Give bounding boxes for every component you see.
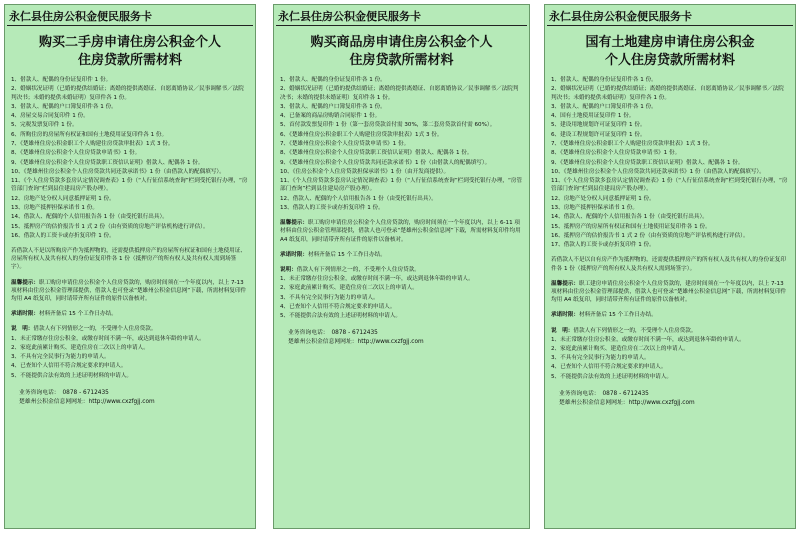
contact-website: 楚雄州公积金信息网网址：http://www.cxzfgjj.com bbox=[288, 339, 424, 346]
note-text: 4、已查知个人信用不符合规定要求的申请人。 bbox=[11, 363, 127, 370]
requirement-item: 10、《住房公积金个人住房贷款担保承诺书》1 份（由开发商提供）。 bbox=[280, 168, 450, 175]
requirement-item: 10、《楚雄州住房公积金个人住房贷款共同还款承诺书》1 份（由借款人的配偶填写）。 bbox=[11, 168, 225, 175]
note-text: 2、家庭此前累计购买、建造住房在二次以上的申请人。 bbox=[11, 344, 149, 351]
requirements-list bbox=[11, 76, 249, 240]
card-title bbox=[9, 34, 251, 70]
service-card-commercial bbox=[273, 4, 530, 529]
requirement-item: 7、《楚雄州住房公积金个人住房贷款申请书》1 份。 bbox=[280, 140, 410, 147]
contact-phone: 业务咨询电话： 0878 - 6712435 bbox=[19, 389, 109, 396]
note-text: 材料齐备后 15 个工作日办结。 bbox=[307, 251, 386, 258]
note-paragraph bbox=[551, 373, 789, 381]
note-text: 职工建房申请住房公积金个人住房贷款的，建房时间须在一个年度以内，以上 7-13 项材料由住房公积金管理部提供，借款人也可登录“楚雄州公积金信息网”下载，所需材料复印件均用 A4 纸复印，同时请带齐所有证件的原件以备核对。 bbox=[551, 280, 787, 304]
header-divider bbox=[7, 25, 253, 26]
note-text: 若借款人不是以所购房产作为抵押物的，还需提供抵押房产的房屋所有权证和国有土地使用证、房屋所有权人及共有权人的身份证复印件各 1 份（抵押房产的所有权人及共有权人需到场签字）。 bbox=[11, 248, 246, 271]
note-text: 借款人有下列情形之一的，不受理个人住房贷款。 bbox=[33, 326, 157, 333]
note-paragraph bbox=[11, 279, 249, 304]
notes-section bbox=[274, 219, 529, 320]
note-label: 说 明： bbox=[11, 326, 34, 333]
contact-website: 楚雄州公积金信息网网址：http://www.cxzfgjj.com bbox=[19, 398, 155, 405]
requirement-item: 14、借款人、配偶的个人信用报告各 1 份（由受托银行出具）。 bbox=[551, 214, 708, 221]
card-title bbox=[549, 34, 791, 70]
note-label: 温馨提示： bbox=[11, 279, 39, 286]
card-title-line-1: 国有土地建房申请住房公积金 bbox=[585, 35, 755, 50]
card-title-line-1: 购买商品房申请住房公积金个人 bbox=[310, 35, 493, 50]
note-text: 借款人有下列情形之一的，不受理个人住房贷款。 bbox=[573, 327, 697, 334]
notes-section bbox=[5, 247, 255, 380]
requirement-item: 7、《楚雄州住房公积金职工个人购建住房贷款审批表》1式 3 份。 bbox=[551, 140, 714, 147]
requirement-item: 11、《个人住房贷款多套房认定情况调查表》1 份（“人行征信系统查询”栏到受托银行办理，“房管部门查询”栏到县住建局房产股办理）。 bbox=[11, 178, 248, 193]
requirement-item: 1、借款人、配偶的身份证复印件 1 份。 bbox=[11, 77, 112, 83]
requirement-item: 6、《楚雄州住房公积金职工个人购建住房贷款审批表》1式 3 份。 bbox=[280, 131, 443, 138]
requirement-item: 2、婚姻状况证明（已婚的提供结婚证；离婚的提供离婚证、自愿离婚协议／民事调解书／法院判决书；未婚的提供未婚证明）复印件各 1 份。 bbox=[551, 86, 784, 101]
contact-info bbox=[288, 329, 523, 347]
requirement-item: 15、抵押房产的估价报告书 1 式 2 份（由有资质的房地产评估机构进行评估）。 bbox=[11, 223, 209, 230]
requirement-item: 7、《楚雄州住房公积金职工个人购建住房贷款审批表》1式 3 份。 bbox=[11, 140, 174, 147]
requirement-item: 8、《楚雄州住房公积金个人住房贷款申请书》1 份。 bbox=[551, 150, 681, 157]
requirements-list bbox=[280, 76, 523, 212]
card-title-line-1: 购买二手房申请住房公积金个人 bbox=[38, 35, 221, 50]
requirement-item: 13、房地产抵押担保承诺书 1 份。 bbox=[11, 204, 98, 211]
contact-website: 楚雄州公积金信息网网址：http://www.cxzfgjj.com bbox=[559, 399, 695, 406]
service-card-land-build bbox=[544, 4, 796, 529]
requirement-item: 9、《楚雄州住房公积金个人住房贷款共同还款承诺书》1 份（由借款人的配偶填写）。 bbox=[280, 159, 491, 166]
requirement-item: 1、借款人、配偶的身份证复印件各 1 份。 bbox=[280, 77, 386, 83]
requirement-item: 12、借款人、配偶的个人信用报告各 1 份（由受托银行出具）。 bbox=[280, 195, 437, 202]
note-paragraph bbox=[551, 280, 789, 305]
card-header: 永仁县住房公积金便民服务卡 bbox=[549, 10, 692, 23]
requirement-item: 11、《个人住房贷款多套房认定情况调查表》1 份（“人行征信系统查询”栏到受托银行办理，“房管部门查询”栏到县住建局房产股办理）。 bbox=[280, 178, 523, 193]
requirement-item: 5、首付款发票复印件 1 份（第一套房贷款首付需 30%，第二套房贷款首付需 60%）。 bbox=[280, 122, 496, 129]
note-text: 5、不能提供合法有效的上述证明材料的申请人。 bbox=[280, 313, 402, 319]
card-header: 永仁县住房公积金便民服务卡 bbox=[9, 10, 152, 23]
requirement-item: 4、房屋交易合同复印件 1 份。 bbox=[11, 113, 89, 120]
requirement-item: 14、借款人、配偶的个人信用报告各 1 份（由受托银行出具）。 bbox=[11, 214, 168, 221]
contact-info bbox=[559, 390, 789, 408]
requirements-list bbox=[551, 76, 789, 249]
requirement-item: 6、所购住房的房屋所有权证和国有土地使用证复印件各 1 份。 bbox=[11, 131, 168, 138]
requirement-item: 11、《个人住房贷款多套房认定情况调查表》1 份（“人行征信系统查询”栏到受托银行办理，“房管部门查询”栏到县住建局房产股办理）。 bbox=[551, 178, 788, 193]
note-paragraph bbox=[280, 275, 523, 283]
requirement-item: 8、《楚雄州住房公积金个人住房贷款职工资信认证明》借款人、配偶各 1 份。 bbox=[280, 150, 473, 157]
card-title bbox=[278, 34, 525, 70]
note-text: 1、未正常缴存住房公积金，或缴存时间不满一年，或达到退休年龄的申请人。 bbox=[551, 336, 745, 343]
requirement-item: 9、《楚雄州住房公积金个人住房贷款职工资信认证明》借款人、配偶各 1 份。 bbox=[11, 159, 204, 166]
note-text: 职工购房申请住房公积金个人住房贷款的，购房时间须在一个年度以内，以上 6-11 项材料由住房公积金管理部提供，借款人也可登录“楚雄州公积金信息网”下载，所需材料复印件均用 A4 纸复印，同时请带齐所有证件的原件以备核对。 bbox=[280, 220, 521, 243]
note-text: 3、不具有完全民事行为能力的申请人。 bbox=[11, 354, 110, 361]
requirement-item: 5、建设用地规划许可证复印件 1 份。 bbox=[551, 122, 646, 129]
requirement-item: 8、《楚雄州住房公积金个人住房贷款申请书》1 份。 bbox=[11, 150, 141, 157]
contact-info bbox=[19, 389, 249, 407]
requirement-item: 12、房地产处分权人同意抵押证明 1 份。 bbox=[11, 195, 115, 202]
note-text: 材料齐备后 15 个工作日办结。 bbox=[578, 312, 657, 319]
note-text: 1、未正常缴存住房公积金，或缴存时间不满一年，或达到退休年龄的申请人。 bbox=[11, 335, 205, 342]
requirement-item: 5、完税发票复印件 1 份。 bbox=[11, 122, 78, 129]
note-paragraph bbox=[551, 327, 789, 335]
requirement-item: 13、房地产抵押担保承诺书 1 份。 bbox=[551, 204, 638, 211]
note-paragraph bbox=[280, 312, 523, 320]
requirement-item: 12、房地产处分权人同意抵押证明 1 份。 bbox=[551, 195, 655, 202]
note-text: 2、家庭此前累计购买、建造住房在二次以上的申请人。 bbox=[280, 285, 418, 292]
requirement-item: 3、借款人、配偶的户口簿复印件各 1 份。 bbox=[551, 103, 657, 110]
note-paragraph bbox=[280, 219, 523, 244]
note-paragraph bbox=[11, 353, 249, 361]
note-text: 4、已查知个人信用不符合规定要求的申请人。 bbox=[280, 303, 396, 310]
note-paragraph bbox=[11, 372, 249, 380]
note-paragraph bbox=[551, 363, 789, 371]
note-label: 温馨提示： bbox=[551, 280, 579, 287]
note-paragraph bbox=[11, 247, 249, 272]
requirement-item: 3、借款人、配偶的户口簿复印件各 1 份。 bbox=[280, 103, 386, 110]
contact-phone: 业务咨询电话： 0878 - 6712435 bbox=[288, 330, 378, 337]
card-header: 永仁县住房公积金便民服务卡 bbox=[278, 10, 421, 23]
note-text: 4、已查知个人信用不符合规定要求的申请人。 bbox=[551, 364, 667, 371]
note-paragraph bbox=[11, 310, 249, 318]
note-text: 2、家庭此前累计购买、建造住房在二次以上的申请人。 bbox=[551, 345, 689, 352]
header-divider bbox=[276, 25, 527, 26]
notes-section bbox=[545, 256, 795, 380]
note-label: 说明： bbox=[280, 266, 297, 273]
note-label: 承诺时限： bbox=[280, 251, 308, 258]
note-label: 承诺时限： bbox=[11, 311, 39, 318]
requirement-item: 3、借款人、配偶的户口簿复印件各 1 份。 bbox=[11, 103, 117, 110]
note-text: 1、未正常缴存住房公积金，或缴存时间不满一年，或达到退休年龄的申请人。 bbox=[280, 276, 474, 283]
note-text: 5、不能提供合法有效的上述证明材料的申请人。 bbox=[11, 372, 133, 379]
note-text: 若借款人不是以自有房产作为抵押物的，还需提供抵押房产的所有权人及共有权人的身份证复印件各 1 份（抵押房产的所有权人及共有权人需到场签字）。 bbox=[551, 257, 786, 272]
note-paragraph bbox=[280, 251, 523, 259]
note-paragraph bbox=[11, 335, 249, 343]
note-label: 承诺时限： bbox=[551, 312, 579, 319]
requirement-item: 2、婚姻状况证明（已婚的提供结婚证；离婚的提供离婚证、自愿离婚协议／民事调解书／法院判决书；未婚的提供未婚证明）复印件各 1 份。 bbox=[280, 86, 519, 101]
requirement-item: 9、《楚雄州住房公积金个人住房贷款职工资信认证明》借款人、配偶各 1 份。 bbox=[551, 159, 744, 166]
note-paragraph bbox=[11, 362, 249, 370]
note-text: 借款人有下列情形之一的，不受理个人住房贷款。 bbox=[296, 266, 420, 273]
service-card-second-hand bbox=[4, 4, 256, 529]
requirement-item: 6、建设工程规划许可证复印件 1 份。 bbox=[551, 131, 646, 138]
requirement-item: 13、借款人的工资卡或存折复印件 1 份。 bbox=[280, 204, 384, 211]
note-paragraph bbox=[280, 303, 523, 311]
note-paragraph bbox=[551, 336, 789, 344]
note-paragraph bbox=[551, 354, 789, 362]
note-paragraph bbox=[11, 344, 249, 352]
requirement-item: 1、借款人、配偶的身份证复印件各 1 份。 bbox=[551, 77, 657, 83]
requirement-item: 10、《楚雄州住房公积金个人住房贷款共同还款承诺书》1 份（由借款人的配偶填写）。 bbox=[551, 168, 765, 175]
note-paragraph bbox=[280, 284, 523, 292]
requirement-item: 4、已备案的商品房购销合同原件 1 份。 bbox=[280, 113, 381, 120]
note-text: 5、不能提供合法有效的上述证明材料的申请人。 bbox=[551, 373, 673, 380]
note-text: 3、不具有完全民事行为能力的申请人。 bbox=[280, 294, 379, 301]
card-title-line-2: 住房贷款所需材料 bbox=[349, 53, 454, 68]
card-title-line-2: 个人住房贷款所需材料 bbox=[604, 53, 735, 68]
note-paragraph bbox=[551, 345, 789, 353]
note-label: 说 明： bbox=[551, 327, 574, 334]
note-paragraph bbox=[280, 294, 523, 302]
requirement-item: 2、婚姻状况证明（已婚的提供结婚证；离婚的提供离婚证、自愿离婚协议／民事调解书／法院判决书；未婚的提供未婚证明）复印件各 1 份。 bbox=[11, 86, 244, 101]
note-text: 材料齐备后 15 个工作日办结。 bbox=[38, 311, 117, 318]
note-text: 职工购房申请住房公积金个人住房贷款的，购房时间须在一个年度以内，以上 7-13 项材料由住房公积金管理部提供，借款人也可登录“楚雄州公积金信息网”下载，所需材料复印件均用 A4 纸复印，同时请带齐所有证件的原件以备核对。 bbox=[11, 279, 247, 303]
note-text: 3、不具有完全民事行为能力的申请人。 bbox=[551, 355, 650, 362]
requirement-item: 16、借款人的工资卡或存折复印件 1 份。 bbox=[11, 232, 115, 239]
note-paragraph bbox=[11, 325, 249, 333]
requirement-item: 16、抵押房产的估价报告书 1 式 2 份（由有资质的房地产评估机构进行评估）。 bbox=[551, 232, 749, 239]
note-paragraph bbox=[551, 311, 789, 319]
note-paragraph bbox=[280, 266, 523, 274]
requirement-item: 17、借款人的工资卡或存折复印件 1 份。 bbox=[551, 242, 655, 249]
requirement-item: 4、国有土地使用证复印件 1 份。 bbox=[551, 113, 635, 120]
contact-phone: 业务咨询电话： 0878 - 6712435 bbox=[559, 390, 649, 397]
requirement-item: 15、抵押房产的房屋所有权证和国有土地使用证复印件各 1 份。 bbox=[551, 223, 711, 230]
card-title-line-2: 住房贷款所需材料 bbox=[77, 53, 182, 68]
header-divider bbox=[547, 25, 793, 26]
note-label: 温馨提示： bbox=[280, 220, 308, 227]
note-paragraph bbox=[551, 256, 789, 272]
